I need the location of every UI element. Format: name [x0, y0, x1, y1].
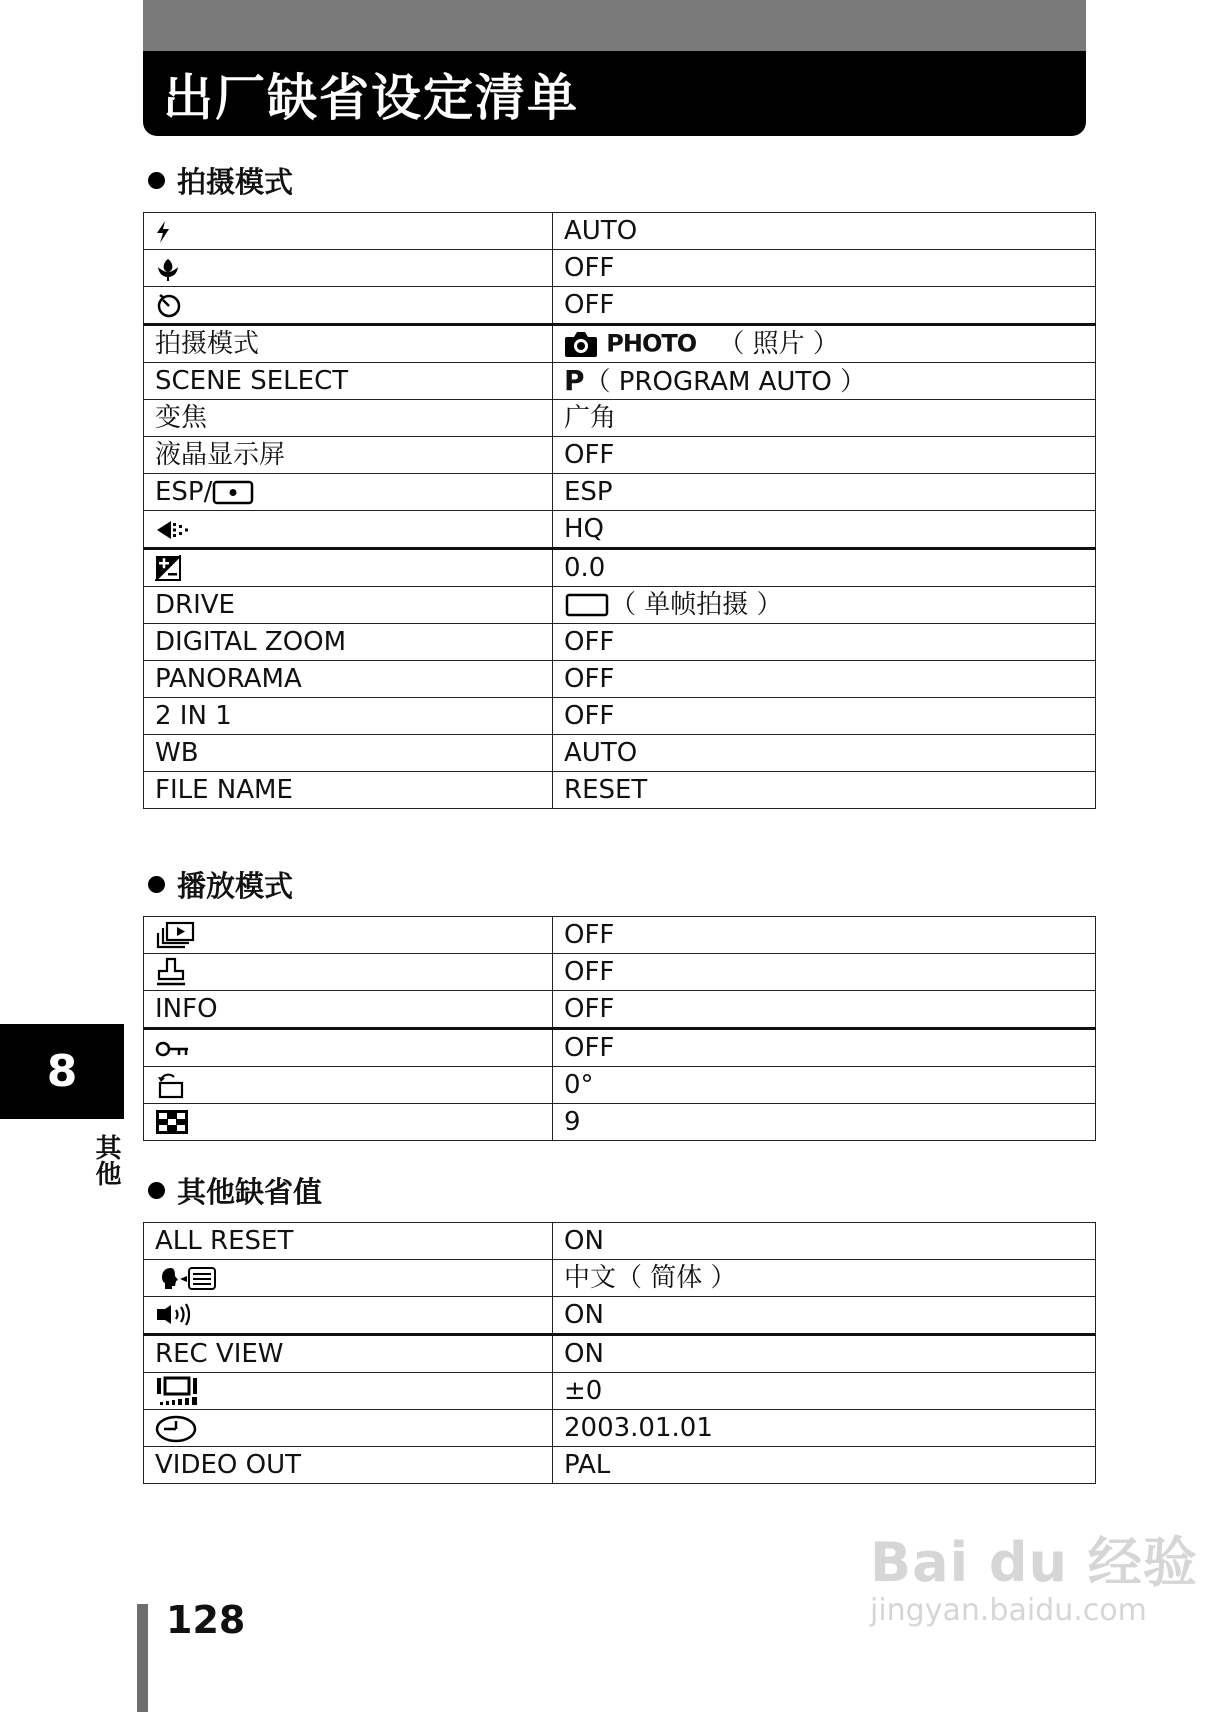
- bullet-icon: [148, 876, 165, 893]
- setting-key: [144, 1297, 553, 1335]
- bullet-icon: [148, 172, 165, 189]
- setting-value: ON: [553, 1297, 1096, 1335]
- setting-key: [144, 1260, 553, 1297]
- setting-value: 0°: [553, 1067, 1096, 1104]
- setting-key: [144, 917, 553, 954]
- setting-key: [144, 1067, 553, 1104]
- table-row: [144, 363, 1096, 400]
- setting-value: OFF: [553, 661, 1096, 698]
- table-row: [144, 549, 1096, 587]
- setting-key: [144, 511, 553, 549]
- setting-key: PANORAMA: [144, 661, 553, 698]
- monitor-brightness-icon: [155, 1375, 201, 1407]
- table-row: [144, 772, 1096, 809]
- setting-value: RESET: [553, 772, 1096, 809]
- setting-key: 2 IN 1: [144, 698, 553, 735]
- table-row: [144, 1260, 1096, 1297]
- setting-value: 广角: [553, 400, 1096, 437]
- section-title-other: [148, 1170, 322, 1211]
- watermark-logo: Bai du 经验: [870, 1531, 1198, 1594]
- self-timer-icon: [155, 291, 183, 319]
- protect-key-icon: [155, 1039, 191, 1059]
- section-title-shooting: [148, 160, 293, 201]
- page-number: 128: [166, 1598, 246, 1642]
- macro-icon: [155, 257, 181, 281]
- setting-key: [144, 287, 553, 325]
- page-title: 出厂缺省设定清单: [163, 68, 579, 127]
- setting-key: DRIVE: [144, 587, 553, 624]
- table-row: [144, 917, 1096, 954]
- table-row: [144, 1067, 1096, 1104]
- setting-value: OFF: [553, 1029, 1096, 1067]
- setting-value: OFF: [553, 624, 1096, 661]
- setting-key-text: ESP/: [155, 476, 213, 507]
- other-settings-table: [143, 1222, 1096, 1484]
- table-row: [144, 1223, 1096, 1260]
- chapter-tab: [0, 1024, 124, 1119]
- watermark-url: jingyan.baidu.com: [870, 1593, 1147, 1628]
- image-quality-icon: [155, 518, 195, 542]
- setting-key: WB: [144, 735, 553, 772]
- setting-key: DIGITAL ZOOM: [144, 624, 553, 661]
- setting-key: [144, 1104, 553, 1141]
- setting-key: INFO: [144, 991, 553, 1029]
- print-order-icon: [155, 957, 187, 987]
- program-mode-badge: P: [564, 364, 585, 397]
- table-row: [144, 474, 1096, 511]
- setting-value: ON: [553, 1223, 1096, 1260]
- setting-key: SCENE SELECT: [144, 363, 553, 400]
- watermark: [870, 1520, 1198, 1628]
- single-frame-icon: [564, 592, 610, 618]
- setting-key: FILE NAME: [144, 772, 553, 809]
- table-row: [144, 661, 1096, 698]
- section-title-playback: [148, 864, 293, 905]
- playback-settings-table: [143, 916, 1096, 1141]
- table-row: [144, 587, 1096, 624]
- section-title-text: 其他缺省值: [177, 1175, 323, 1209]
- setting-key: [144, 1410, 553, 1447]
- setting-key: [144, 1029, 553, 1067]
- setting-key: [144, 954, 553, 991]
- table-row: [144, 1335, 1096, 1373]
- setting-value-text: （ PROGRAM AUTO ）: [584, 367, 867, 397]
- setting-value: OFF: [553, 287, 1096, 325]
- table-row: [144, 250, 1096, 287]
- table-row: [144, 511, 1096, 549]
- setting-value: OFF: [553, 991, 1096, 1029]
- setting-value: ESP: [553, 474, 1096, 511]
- table-row: [144, 1410, 1096, 1447]
- index-display-icon: [155, 1109, 189, 1135]
- table-row: [144, 437, 1096, 474]
- page-header: [143, 0, 1086, 136]
- setting-value: [553, 587, 1096, 624]
- table-row: [144, 325, 1096, 363]
- table-row: [144, 991, 1096, 1029]
- header-gray-band: [143, 0, 1086, 51]
- chapter-label: 其他: [91, 1134, 121, 1186]
- spot-metering-icon: [212, 479, 254, 505]
- setting-key: [144, 250, 553, 287]
- section-title-text: 播放模式: [177, 869, 294, 903]
- setting-value: OFF: [553, 437, 1096, 474]
- setting-value: 中文（ 简体 ）: [553, 1260, 1096, 1297]
- rotate-icon: [155, 1070, 185, 1100]
- beep-icon: [155, 1301, 193, 1329]
- setting-value: HQ: [553, 511, 1096, 549]
- setting-value: AUTO: [553, 213, 1096, 250]
- bullet-icon: [148, 1182, 165, 1199]
- table-row: [144, 698, 1096, 735]
- language-icon: [155, 1264, 219, 1292]
- photo-mode-badge: PHOTO: [606, 329, 697, 358]
- slideshow-icon: [155, 921, 195, 949]
- exposure-compensation-icon: [155, 555, 181, 581]
- setting-key: 液晶显示屏: [144, 437, 553, 474]
- header-black-bar: [143, 51, 1086, 136]
- setting-key: [144, 474, 553, 511]
- table-row: [144, 213, 1096, 250]
- flash-icon: [155, 220, 171, 244]
- setting-value: ±0: [553, 1373, 1096, 1410]
- camera-icon: [564, 330, 598, 358]
- setting-value: 2003.01.01: [553, 1410, 1096, 1447]
- setting-value: 9: [553, 1104, 1096, 1141]
- table-row: [144, 1104, 1096, 1141]
- setting-key: VIDEO OUT: [144, 1447, 553, 1484]
- setting-value-text: （ 照片 ）: [718, 328, 839, 359]
- setting-value: OFF: [553, 917, 1096, 954]
- table-row: [144, 1297, 1096, 1335]
- chapter-number: 8: [46, 1046, 78, 1097]
- table-row: [144, 1373, 1096, 1410]
- setting-key: 变焦: [144, 400, 553, 437]
- section-title-text: 拍摄模式: [177, 165, 294, 199]
- setting-key: [144, 1373, 553, 1410]
- setting-value: OFF: [553, 250, 1096, 287]
- table-row: [144, 287, 1096, 325]
- setting-value: OFF: [553, 698, 1096, 735]
- shooting-settings-table: [143, 212, 1096, 809]
- table-row: [144, 735, 1096, 772]
- table-row: [144, 1029, 1096, 1067]
- setting-value: OFF: [553, 954, 1096, 991]
- table-row: [144, 400, 1096, 437]
- setting-key: ALL RESET: [144, 1223, 553, 1260]
- page-number-bar: [137, 1604, 148, 1712]
- setting-value: PAL: [553, 1447, 1096, 1484]
- setting-value: AUTO: [553, 735, 1096, 772]
- clock-icon: [155, 1413, 197, 1443]
- setting-value: 0.0: [553, 549, 1096, 587]
- setting-value-text: （ 单帧拍摄 ）: [610, 589, 783, 620]
- setting-value: [553, 325, 1096, 363]
- setting-value: ON: [553, 1335, 1096, 1373]
- table-row: [144, 954, 1096, 991]
- table-row: [144, 624, 1096, 661]
- setting-key: [144, 549, 553, 587]
- setting-value: [553, 363, 1096, 400]
- setting-key: [144, 213, 553, 250]
- table-row: [144, 1447, 1096, 1484]
- setting-key: REC VIEW: [144, 1335, 553, 1373]
- setting-key: 拍摄模式: [144, 325, 553, 363]
